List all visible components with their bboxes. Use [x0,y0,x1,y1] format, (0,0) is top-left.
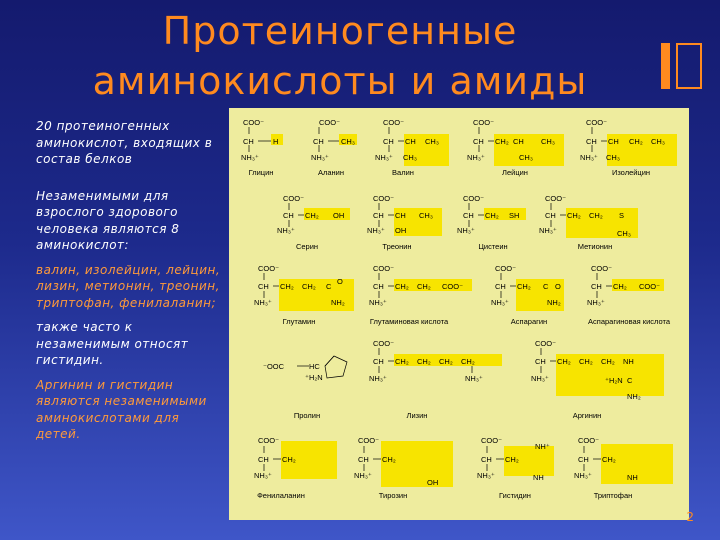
svg-text:CH₃: CH₃ [606,153,620,162]
svg-text:COO⁻: COO⁻ [319,118,341,127]
svg-text:CH₂: CH₂ [395,357,409,366]
svg-text:CH: CH [608,137,619,146]
svg-text:CH₂: CH₂ [417,282,431,291]
aa-name-leucine: Лейцин [502,168,528,177]
svg-text:CH₃: CH₃ [617,229,631,238]
left-text-column [36,118,224,451]
svg-text:NH₃⁺: NH₃⁺ [369,374,387,383]
svg-text:CH: CH [535,357,546,366]
svg-text:COO⁻: COO⁻ [535,339,557,348]
svg-text:CH: CH [373,211,384,220]
aa-name-cysteine: Цистеин [478,242,508,251]
svg-text:COO⁻: COO⁻ [442,282,464,291]
svg-text:O: O [337,277,343,286]
aa-name-methionine: Метионин [577,242,613,251]
svg-text:COO⁻: COO⁻ [283,194,305,203]
svg-text:⁺H₂N: ⁺H₂N [605,376,623,385]
svg-text:H: H [273,137,279,146]
page-number: 2 [686,510,694,524]
svg-text:COO⁻: COO⁻ [495,264,517,273]
svg-text:CH₂: CH₂ [517,282,531,291]
svg-text:O: O [555,282,561,291]
svg-text:COO⁻: COO⁻ [473,118,495,127]
svg-text:CH₂: CH₂ [302,282,316,291]
svg-text:CH₂: CH₂ [395,282,409,291]
aa-name-phenylalanine: Фенилаланин [257,491,305,500]
svg-text:NH₃⁺: NH₃⁺ [277,226,295,235]
svg-text:NH₃⁺: NH₃⁺ [457,226,475,235]
svg-text:SH: SH [509,211,520,220]
svg-text:CH₃: CH₃ [425,137,439,146]
svg-text:CH: CH [481,455,492,464]
svg-text:NH₂: NH₂ [547,298,561,307]
svg-text:CH₂: CH₂ [439,357,453,366]
svg-text:CH: CH [373,357,384,366]
aa-name-lysine: Лизин [406,411,428,420]
aa-name-glutamic-acid: Глутаминовая кислота [369,317,449,326]
svg-text:CH₃: CH₃ [541,137,555,146]
svg-text:NH₃⁺: NH₃⁺ [369,298,387,307]
svg-text:COO⁻: COO⁻ [545,194,567,203]
svg-text:CH: CH [383,137,394,146]
svg-text:CH₃: CH₃ [341,137,355,146]
svg-text:COO⁻: COO⁻ [578,436,600,445]
svg-text:CH₂: CH₂ [579,357,593,366]
amino-acid-structures-panel [229,108,689,520]
svg-text:CH₂: CH₂ [557,357,571,366]
aa-name-alanine: Аланин [317,168,345,177]
essential-heading: Незаменимыми для взрослого здорового человека являются 8 аминокислот: [36,188,180,252]
svg-text:CH: CH [258,282,269,291]
svg-text:CH₂: CH₂ [601,357,615,366]
svg-text:CH₂: CH₂ [461,357,475,366]
svg-text:CH₂: CH₂ [629,137,643,146]
svg-text:NH: NH [627,473,638,482]
title-line-1: Протеиногенные [162,9,518,53]
svg-text:⁻OOC: ⁻OOC [263,362,285,371]
svg-text:CH: CH [513,137,524,146]
svg-text:NH₃⁺: NH₃⁺ [354,471,372,480]
svg-text:NH⁺: NH⁺ [535,442,550,451]
svg-text:COO⁻: COO⁻ [639,282,661,291]
aa-name-histidine: Гистидин [499,491,531,500]
aa-name-glycine: Глицин [248,168,274,177]
svg-text:C: C [326,282,332,291]
svg-text:⁺H₂N: ⁺H₂N [305,373,323,382]
svg-text:NH₃⁺: NH₃⁺ [367,226,385,235]
svg-text:NH₃⁺: NH₃⁺ [580,153,598,162]
svg-text:CH₂: CH₂ [495,137,509,146]
histidine-note: также часто к незаменимым относят гистидин. [36,320,189,367]
svg-text:CH₂: CH₂ [567,211,581,220]
svg-text:CH₂: CH₂ [280,282,294,291]
svg-text:CH: CH [313,137,324,146]
aa-name-tryptophan: Триптофан [593,491,633,500]
svg-text:CH: CH [283,211,294,220]
svg-text:CH: CH [243,137,254,146]
svg-text:CH₂: CH₂ [613,282,627,291]
svg-text:CH: CH [591,282,602,291]
svg-text:CH₃: CH₃ [651,137,665,146]
svg-text:CH₂: CH₂ [505,455,519,464]
aa-name-proline: Пролин [293,411,321,420]
svg-text:COO⁻: COO⁻ [358,436,380,445]
svg-text:COO⁻: COO⁻ [586,118,608,127]
svg-text:NH₃⁺: NH₃⁺ [375,153,393,162]
svg-text:COO⁻: COO⁻ [383,118,405,127]
svg-text:CH: CH [373,282,384,291]
svg-text:HC: HC [309,362,320,371]
svg-text:COO⁻: COO⁻ [243,118,265,127]
decorative-bar [661,43,670,89]
aa-name-asparagine: Аспарагин [510,317,548,326]
svg-text:CH: CH [463,211,474,220]
svg-text:CH: CH [545,211,556,220]
svg-text:CH₂: CH₂ [602,455,616,464]
svg-text:CH: CH [578,455,589,464]
svg-text:NH: NH [533,473,544,482]
svg-text:NH₃⁺: NH₃⁺ [465,374,483,383]
svg-text:COO⁻: COO⁻ [258,264,280,273]
svg-text:CH: CH [358,455,369,464]
svg-text:NH₃⁺: NH₃⁺ [467,153,485,162]
aa-name-aspartic-acid: Аспарагиновая кислота [588,317,670,326]
svg-text:NH₃⁺: NH₃⁺ [477,471,495,480]
svg-text:CH₂: CH₂ [282,455,296,464]
svg-text:COO⁻: COO⁻ [481,436,503,445]
svg-text:NH₃⁺: NH₃⁺ [574,471,592,480]
svg-text:CH₃: CH₃ [519,153,533,162]
aa-name-serine: Серин [295,242,319,251]
svg-text:OH: OH [427,478,439,487]
svg-text:NH₂: NH₂ [331,298,345,307]
svg-text:NH₂: NH₂ [627,392,641,401]
svg-text:CH₂: CH₂ [382,455,396,464]
svg-text:COO⁻: COO⁻ [591,264,613,273]
svg-text:CH₂: CH₂ [589,211,603,220]
svg-text:NH₃⁺: NH₃⁺ [587,298,605,307]
svg-text:C: C [627,376,633,385]
svg-text:COO⁻: COO⁻ [373,194,395,203]
svg-text:OH: OH [333,211,345,220]
svg-text:NH₃⁺: NH₃⁺ [311,153,329,162]
svg-text:S: S [619,211,625,220]
svg-text:COO⁻: COO⁻ [373,339,395,348]
svg-text:CH: CH [473,137,484,146]
svg-text:OH: OH [395,226,407,235]
svg-text:NH₃⁺: NH₃⁺ [491,298,509,307]
svg-text:CH: CH [405,137,416,146]
svg-text:NH₃⁺: NH₃⁺ [531,374,549,383]
svg-text:CH: CH [258,455,269,464]
svg-text:NH₃⁺: NH₃⁺ [254,471,272,480]
svg-text:CH: CH [586,137,597,146]
svg-text:CH: CH [495,282,506,291]
aa-name-glutamine: Глутамин [282,317,316,326]
svg-text:C: C [543,282,549,291]
svg-text:CH₂: CH₂ [485,211,499,220]
title-line-2: аминокислоты и амиды [92,59,588,103]
slide-title [40,6,640,106]
aa-name-isoleucine: Изолейцин [611,168,651,177]
aa-name-valine: Валин [392,168,414,177]
children-note: Аргинин и гистидин являются незаменимыми аминокислотами для детей. [36,377,207,441]
svg-text:CH: CH [395,211,406,220]
intro-text: 20 протеиногенных аминокислот, входящих в состав белков [36,119,213,166]
svg-text:COO⁻: COO⁻ [463,194,485,203]
svg-text:NH₃⁺: NH₃⁺ [539,226,557,235]
essential-list: валин, изолейцин, лейцин, лизин, метионин, треонин, триптофан, фенилаланин; [36,262,221,310]
svg-text:NH₃⁺: NH₃⁺ [254,298,272,307]
svg-text:COO⁻: COO⁻ [258,436,280,445]
aa-name-threonine: Треонин [382,242,412,251]
aa-name-arginine: Аргинин [572,411,602,420]
decorative-box [676,43,702,89]
svg-text:CH₃: CH₃ [403,153,417,162]
aa-name-tyrosine: Тирозин [378,491,408,500]
svg-text:NH: NH [623,357,634,366]
svg-text:CH₃: CH₃ [419,211,433,220]
svg-text:COO⁻: COO⁻ [373,264,395,273]
svg-text:CH₂: CH₂ [417,357,431,366]
svg-text:NH₃⁺: NH₃⁺ [241,153,259,162]
svg-text:CH₂: CH₂ [305,211,319,220]
